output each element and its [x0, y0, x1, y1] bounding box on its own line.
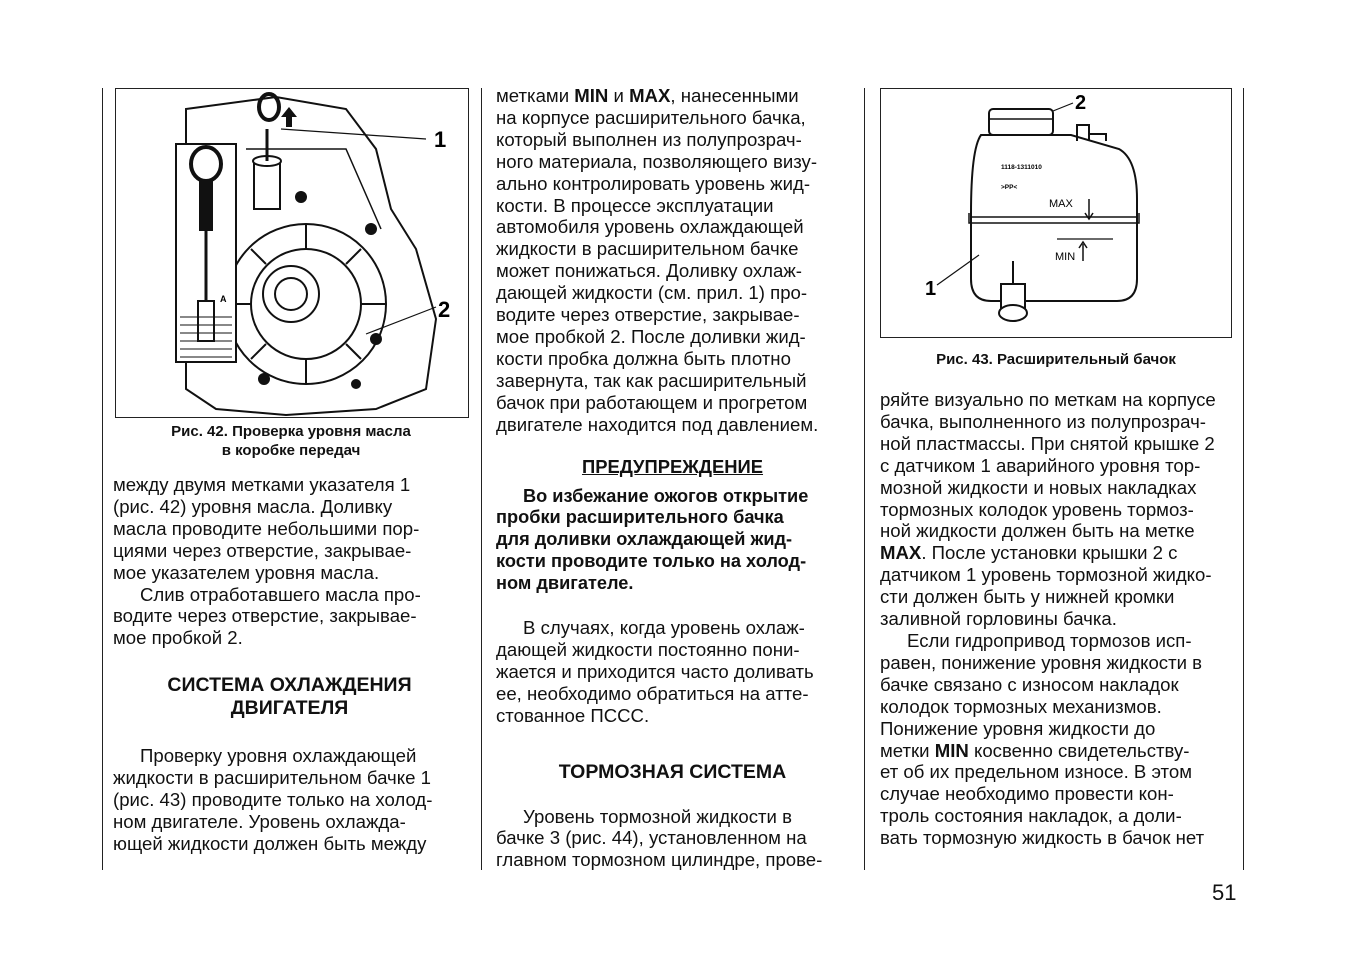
cooling-paragraph: [113, 745, 466, 855]
text-line: дающей жидкости постоянно пони-: [496, 638, 800, 660]
text-line: который выполнен из полупрозрач-: [496, 128, 802, 150]
text-line: жидкости в расширительном бачке 1: [113, 767, 431, 789]
warning-title: ПРЕДУПРЕЖДЕНИЕ: [581, 455, 764, 477]
text-line: с датчиком 1 аварийного уровня тор-: [880, 454, 1201, 476]
figure-label-a: A: [220, 294, 227, 304]
caption-line: Рис. 42. Проверка уровня масла: [171, 423, 411, 440]
column-3: [880, 85, 1233, 849]
brake-level-paragraph: [880, 389, 1233, 630]
text-line: мое пробкой 2.: [113, 627, 243, 649]
text-fragment: , нанесенными: [670, 85, 799, 106]
warning-line: пробки расширительного бачка: [496, 507, 784, 528]
caption-line: в коробке передач: [221, 442, 361, 459]
gearbox-oil-level-drawing: [116, 89, 468, 417]
column-1: [113, 85, 466, 855]
text-line: случае необходимо провести кон-: [880, 783, 1174, 805]
column-rule-right: [1243, 88, 1244, 870]
figure-label-1: 1: [925, 278, 937, 300]
text-line: бачке связано с износом накладок: [880, 673, 1179, 695]
text-line: водите через отверстие, закрывае-: [113, 605, 417, 627]
text-line: Проверку уровня охлаждающей: [140, 745, 417, 767]
text-line: главном тормозном цилиндре, прове-: [496, 849, 823, 871]
max-mark: MAX: [880, 542, 922, 564]
figure-label-2: 2: [438, 297, 451, 322]
text-fragment: метками: [496, 85, 575, 106]
text-line: [880, 542, 1233, 564]
part-number-marking: 1118-1311010: [1001, 164, 1042, 171]
column-rule-middle-left: [481, 88, 482, 870]
column-rule-left: [102, 88, 103, 870]
column-rule-middle-right: [864, 88, 865, 870]
text-line: жается и приходится часто доливать: [496, 660, 814, 682]
cooling-heading: [113, 674, 466, 720]
text-line: (рис. 42) уровня масла. Доливку: [113, 495, 393, 517]
warning-line: ном двигателе.: [496, 573, 634, 594]
text-line: сти должен быть у нижней кромки: [880, 586, 1175, 608]
text-line: [496, 85, 849, 107]
text-line: мое указателем уровня масла.: [113, 561, 380, 583]
text-line: мое пробкой 2. После доливки жид-: [496, 325, 806, 347]
heading-line: ДВИГАТЕЛЯ: [230, 697, 349, 720]
text-line: ющей жидкости должен быть между: [113, 832, 427, 854]
oil-paragraph-2: [113, 584, 466, 650]
text-line: завернута, так как расширительный: [496, 369, 807, 391]
warning-line: для доливки охлаждающей жид-: [496, 529, 793, 550]
text-line: кости. В процессе эксплуатации: [496, 194, 774, 216]
text-line: бачка, выполненного из полупрозрач-: [880, 410, 1206, 432]
heading-line: СИСТЕМА ОХЛАЖДЕНИЯ: [167, 674, 412, 697]
material-marking: >PP<: [1001, 184, 1018, 191]
text-line: бачок при работающем и прогретом: [496, 391, 808, 413]
warning-body: [496, 486, 849, 596]
text-line: троль состояния накладок, а доли-: [880, 805, 1182, 827]
text-line: тормозных колодок уровень тормоз-: [880, 498, 1194, 520]
text-line: ном двигателе. Уровень охлажда-: [113, 810, 406, 832]
figure-43: [880, 88, 1232, 338]
max-mark: MAX: [629, 85, 671, 106]
text-line: вать тормозную жидкость в бачок нет: [880, 827, 1205, 849]
text-line: мозной жидкости и новых накладках: [880, 476, 1197, 498]
text-line: ее, необходимо обратиться на атте-: [496, 682, 809, 704]
text-line: равен, понижение уровня жидкости в: [880, 651, 1203, 673]
warning-line: Во избежание ожогов открытие: [523, 485, 809, 506]
min-mark: MIN: [574, 85, 609, 106]
figure-42: [115, 88, 469, 418]
text-line: Понижение уровня жидкости до: [880, 717, 1156, 739]
text-line: (рис. 43) проводите только на холод-: [113, 789, 433, 811]
text-line: масла проводите небольшими пор-: [113, 517, 420, 539]
text-line: [880, 740, 1233, 762]
min-mark: MIN: [934, 739, 969, 761]
text-line: на корпусе расширительного бачка,: [496, 106, 806, 128]
figure-label-2: 2: [1075, 92, 1087, 114]
figure-42-caption: [113, 422, 469, 460]
coolant-paragraph: [496, 85, 849, 436]
expansion-tank-drawing: [881, 89, 1231, 337]
brake-paragraph: [496, 806, 849, 872]
brake-heading: ТОРМОЗНАЯ СИСТЕМА: [558, 760, 787, 783]
max-marking: MAX: [1049, 198, 1073, 210]
text-line: кости пробка должна быть плотно: [496, 347, 791, 369]
text-line: автомобиля уровень охлаждающей: [496, 216, 804, 238]
text-line: заливной горловины бачка.: [880, 608, 1117, 630]
text-line: колодок тормозных механизмов.: [880, 695, 1162, 717]
text-line: ально контролировать уровень жид-: [496, 172, 811, 194]
min-marking: MIN: [1055, 251, 1076, 263]
text-line: водите через отверстие, закрывае-: [496, 304, 800, 326]
text-line: циями через отверстие, закрывае-: [113, 539, 412, 561]
page-number: 51: [1212, 880, 1237, 905]
text-line: ной пластмассы. При снятой крышке 2: [880, 432, 1215, 454]
text-line: ет об их предельном износе. В этом: [880, 761, 1192, 783]
text-line: ряйте визуально по меткам на корпусе: [880, 389, 1216, 410]
text-line: датчиком 1 уровень тормозной жидко-: [880, 564, 1212, 586]
text-line: дающей жидкости (см. прил. 1) про-: [496, 282, 808, 304]
service-paragraph: [496, 617, 849, 727]
figure-43-caption: Рис. 43. Расширительный бачок: [936, 351, 1176, 368]
text-fragment: . После установки крышки 2 с: [921, 542, 1178, 564]
text-line: между двумя метками указателя 1: [113, 474, 411, 495]
text-line: жидкости в расширительном бачке: [496, 238, 799, 260]
text-line: двигателе находится под давлением.: [496, 413, 819, 435]
figure-label-1: 1: [434, 127, 447, 152]
text-line: может понижаться. Доливку охлаж-: [496, 260, 802, 282]
text-line: В случаях, когда уровень охлаж-: [523, 617, 805, 639]
column-2: [496, 85, 849, 871]
warning-line: кости проводите только на холод-: [496, 551, 807, 572]
text-line: ной жидкости должен быть на метке: [880, 520, 1195, 542]
text-fragment: и: [608, 85, 630, 106]
text-line: Уровень тормозной жидкости в: [523, 805, 792, 827]
text-line: Если гидропривод тормозов исп-: [907, 629, 1192, 651]
text-line: бачке 3 (рис. 44), установленном на: [496, 827, 807, 849]
text-line: стованное ПССС.: [496, 704, 650, 726]
text-line: Слив отработавшего масла про-: [140, 583, 421, 605]
oil-paragraph-1: [113, 474, 466, 584]
text-fragment: метки: [880, 739, 935, 761]
text-line: ного материала, позволяющего визу-: [496, 150, 818, 172]
text-fragment: косвенно свидетельству-: [968, 739, 1190, 761]
brake-wear-paragraph: [880, 630, 1233, 849]
